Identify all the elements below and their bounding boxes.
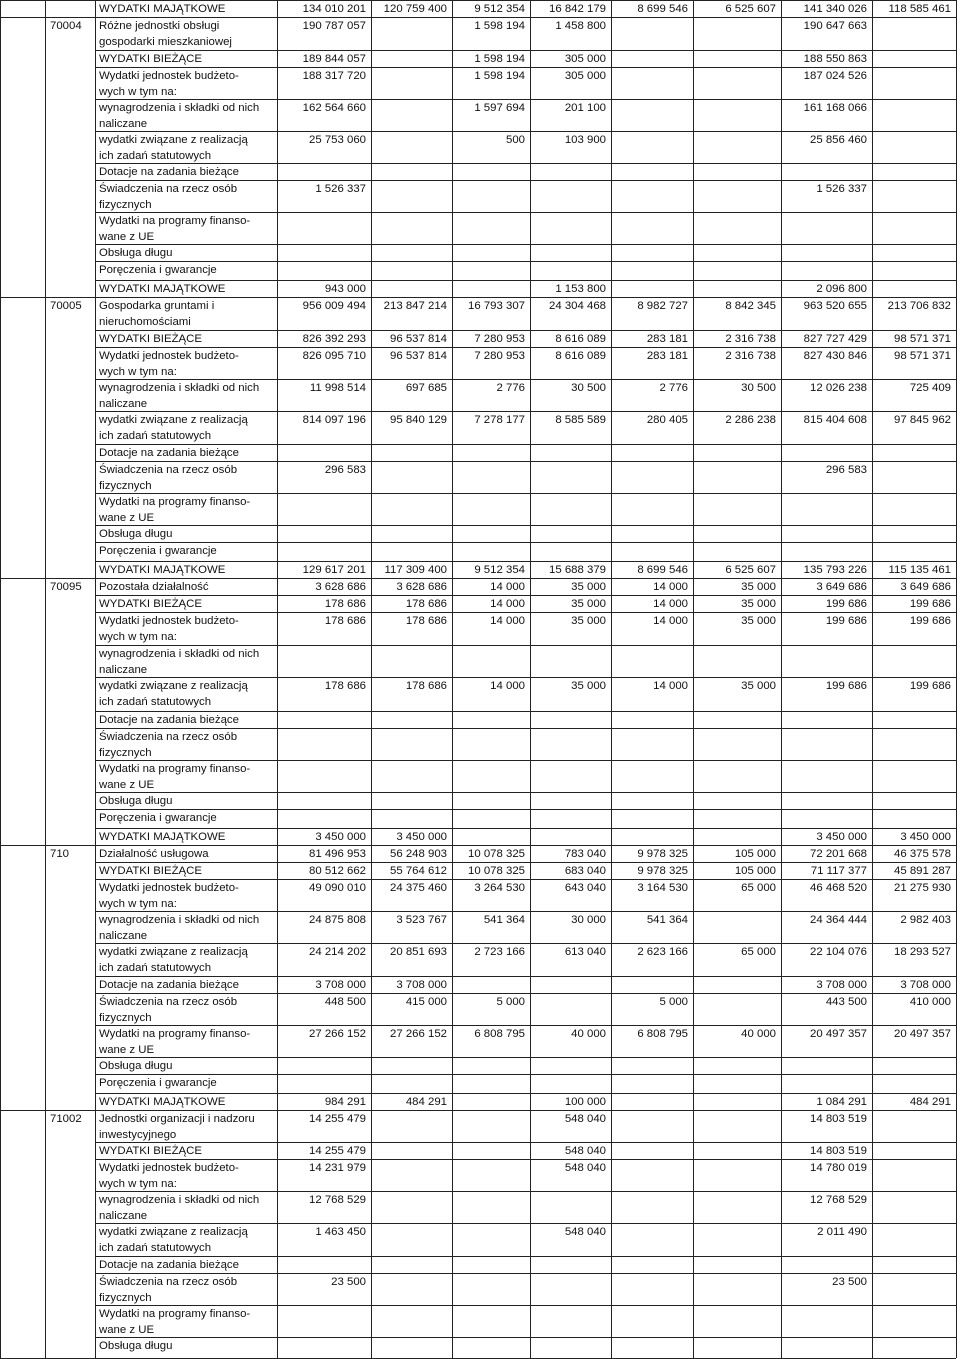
- amount-cell: 23 500: [832, 1276, 867, 1288]
- amount-cell: 81 496 953: [308, 848, 366, 860]
- row-label: Dotacje na zadania bieżące: [99, 1259, 239, 1271]
- amount-cell: 3 164 530: [637, 882, 688, 894]
- amount-cell: 45 891 287: [893, 865, 951, 877]
- row-label: wynagrodzenia i składki od nich naliczane: [99, 914, 260, 942]
- amount-cell: 3 450 000: [900, 831, 951, 843]
- amount-cell: 9 978 325: [637, 848, 688, 860]
- amount-cell: 178 686: [405, 615, 447, 627]
- amount-cell: 548 040: [564, 1113, 606, 1125]
- amount-cell: 161 168 066: [803, 102, 867, 114]
- amount-cell: 697 685: [405, 382, 447, 394]
- amount-cell: 14 000: [490, 615, 525, 627]
- row-label: Świadczenia na rzecz osób fizycznych: [99, 464, 238, 492]
- section-code: 710: [50, 848, 70, 860]
- row-label: Wydatki jednostek budżeto- wych w tym na:: [99, 882, 239, 910]
- amount-cell: 1 598 194: [474, 70, 525, 82]
- amount-cell: 8 699 546: [637, 564, 688, 576]
- amount-cell: 3 450 000: [315, 831, 366, 843]
- row-label: Obsługa długu: [99, 1340, 173, 1352]
- amount-cell: 27 266 152: [308, 1028, 366, 1040]
- amount-cell: 16 842 179: [548, 3, 606, 15]
- amount-cell: 120 759 400: [383, 3, 447, 15]
- amount-cell: 2 776: [659, 382, 688, 394]
- amount-cell: 548 040: [564, 1162, 606, 1174]
- amount-cell: 65 000: [741, 882, 776, 894]
- amount-cell: 484 291: [909, 1096, 951, 1108]
- row-label: Wydatki na programy finanso- wane z UE: [99, 1308, 251, 1336]
- amount-cell: 178 686: [405, 680, 447, 692]
- row-label: Pozostała działalność: [99, 581, 209, 593]
- amount-cell: 725 409: [909, 382, 951, 394]
- amount-cell: 24 214 202: [308, 946, 366, 958]
- row-label: Poręczenia i gwarancje: [99, 1077, 217, 1089]
- row-label: Wydatki na programy finanso- wane z UE: [99, 215, 251, 243]
- amount-cell: 6 525 607: [725, 3, 776, 15]
- amount-cell: 49 090 010: [308, 882, 366, 894]
- amount-cell: 30 000: [571, 914, 606, 926]
- amount-cell: 22 104 076: [809, 946, 867, 958]
- amount-cell: 5 000: [659, 996, 688, 1008]
- amount-cell: 100 000: [564, 1096, 606, 1108]
- amount-cell: 9 978 325: [637, 865, 688, 877]
- amount-cell: 103 900: [564, 134, 606, 146]
- amount-cell: 14 000: [653, 581, 688, 593]
- amount-cell: 95 840 129: [389, 414, 447, 426]
- amount-cell: 9 512 354: [474, 3, 525, 15]
- amount-cell: 1 598 194: [474, 20, 525, 32]
- amount-cell: 35 000: [741, 581, 776, 593]
- amount-cell: 7 278 177: [474, 414, 525, 426]
- row-divider: [95, 542, 956, 543]
- amount-cell: 35 000: [571, 581, 606, 593]
- amount-cell: 14 000: [490, 598, 525, 610]
- amount-cell: 8 585 589: [555, 414, 606, 426]
- amount-cell: 956 009 494: [302, 300, 366, 312]
- row-label: WYDATKI MAJĄTKOWE: [99, 3, 226, 15]
- amount-cell: 80 512 662: [308, 865, 366, 877]
- row-label: Dotacje na zadania bieżące: [99, 979, 239, 991]
- amount-cell: 826 095 710: [302, 350, 366, 362]
- amount-cell: 118 585 461: [888, 3, 951, 15]
- amount-cell: 24 375 460: [389, 882, 447, 894]
- amount-cell: 178 686: [405, 598, 447, 610]
- amount-cell: 178 686: [324, 615, 366, 627]
- amount-cell: 643 040: [564, 882, 606, 894]
- row-label: Działalność usługowa: [99, 848, 209, 860]
- amount-cell: 129 617 201: [302, 564, 366, 576]
- amount-cell: 541 364: [646, 914, 688, 926]
- row-label: Obsługa długu: [99, 795, 173, 807]
- amount-cell: 8 982 727: [637, 300, 688, 312]
- amount-cell: 25 856 460: [809, 134, 867, 146]
- amount-cell: 1 153 800: [555, 283, 606, 295]
- section-code: 70004: [50, 20, 82, 32]
- amount-cell: 40 000: [571, 1028, 606, 1040]
- amount-cell: 5 000: [496, 996, 525, 1008]
- column-divider: [95, 0, 96, 1358]
- amount-cell: 10 078 325: [467, 865, 525, 877]
- row-label: WYDATKI BIEŻĄCE: [99, 865, 202, 877]
- amount-cell: 3 264 530: [474, 882, 525, 894]
- amount-cell: 189 844 057: [302, 53, 366, 65]
- amount-cell: 305 000: [564, 70, 606, 82]
- amount-cell: 199 686: [909, 615, 951, 627]
- amount-cell: 35 000: [571, 598, 606, 610]
- amount-cell: 963 520 655: [803, 300, 867, 312]
- row-label: Świadczenia na rzecz osób fizycznych: [99, 1276, 238, 1304]
- amount-cell: 8 616 089: [555, 333, 606, 345]
- amount-cell: 3 708 000: [396, 979, 447, 991]
- row-label: Wydatki jednostek budżeto- wych w tym na:: [99, 350, 239, 378]
- row-label: Poręczenia i gwarancje: [99, 812, 217, 824]
- amount-cell: 1 526 337: [315, 183, 366, 195]
- row-label: wydatki związane z realizacją ich zadań statutowych: [99, 134, 248, 162]
- row-label: Dotacje na zadania bieżące: [99, 166, 239, 178]
- amount-cell: 14 000: [490, 581, 525, 593]
- row-label: Różne jednostki obsługi gospodarki mieszkaniowej: [99, 20, 232, 48]
- amount-cell: 1 526 337: [816, 183, 867, 195]
- amount-cell: 162 564 660: [302, 102, 366, 114]
- amount-cell: 683 040: [564, 865, 606, 877]
- amount-cell: 296 583: [324, 464, 366, 476]
- row-label: Poręczenia i gwarancje: [99, 545, 217, 557]
- amount-cell: 21 275 930: [893, 882, 951, 894]
- amount-cell: 98 571 371: [893, 350, 951, 362]
- amount-cell: 30 500: [571, 382, 606, 394]
- amount-cell: 2 623 166: [637, 946, 688, 958]
- amount-cell: 613 040: [564, 946, 606, 958]
- row-label: Obsługa długu: [99, 528, 173, 540]
- amount-cell: 178 686: [324, 598, 366, 610]
- amount-cell: 9 512 354: [474, 564, 525, 576]
- amount-cell: 8 699 546: [637, 3, 688, 15]
- amount-cell: 71 117 377: [810, 865, 867, 877]
- amount-cell: 2 982 403: [900, 914, 951, 926]
- amount-cell: 1 598 194: [474, 53, 525, 65]
- amount-cell: 141 340 026: [803, 3, 867, 15]
- amount-cell: 815 404 608: [803, 414, 867, 426]
- amount-cell: 943 000: [324, 283, 366, 295]
- amount-cell: 55 764 612: [389, 865, 447, 877]
- amount-cell: 14 803 519: [809, 1113, 867, 1125]
- amount-cell: 24 304 468: [548, 300, 606, 312]
- row-divider: [95, 809, 956, 810]
- amount-cell: 827 430 846: [803, 350, 867, 362]
- column-divider: [45, 0, 46, 1358]
- amount-cell: 178 686: [324, 680, 366, 692]
- amount-cell: 14 000: [490, 680, 525, 692]
- amount-cell: 14 000: [653, 615, 688, 627]
- amount-cell: 548 040: [564, 1226, 606, 1238]
- amount-cell: 190 647 663: [803, 20, 867, 32]
- amount-cell: 15 688 379: [548, 564, 606, 576]
- amount-cell: 11 998 514: [309, 382, 366, 394]
- row-label: WYDATKI BIEŻĄCE: [99, 598, 202, 610]
- amount-cell: 134 010 201: [302, 3, 366, 15]
- amount-cell: 3 523 767: [396, 914, 447, 926]
- row-divider: [95, 1074, 956, 1075]
- amount-cell: 1 084 291: [816, 1096, 867, 1108]
- row-label: Świadczenia na rzecz osób fizycznych: [99, 996, 238, 1024]
- amount-cell: 280 405: [646, 414, 688, 426]
- row-label: Świadczenia na rzecz osób fizycznych: [99, 183, 238, 211]
- amount-cell: 188 550 863: [803, 53, 867, 65]
- amount-cell: 296 583: [825, 464, 867, 476]
- amount-cell: 35 000: [571, 680, 606, 692]
- amount-cell: 484 291: [405, 1096, 447, 1108]
- amount-cell: 20 851 693: [389, 946, 447, 958]
- amount-cell: 3 649 686: [816, 581, 867, 593]
- amount-cell: 20 497 357: [893, 1028, 951, 1040]
- amount-cell: 105 000: [734, 848, 776, 860]
- row-label: WYDATKI MAJĄTKOWE: [99, 1096, 226, 1108]
- row-label: wynagrodzenia i składki od nich naliczane: [99, 382, 260, 410]
- amount-cell: 2 286 238: [725, 414, 776, 426]
- amount-cell: 188 317 720: [302, 70, 366, 82]
- amount-cell: 25 753 060: [308, 134, 366, 146]
- amount-cell: 826 392 293: [302, 333, 366, 345]
- amount-cell: 199 686: [909, 680, 951, 692]
- row-label: WYDATKI MAJĄTKOWE: [99, 831, 226, 843]
- amount-cell: 3 708 000: [816, 979, 867, 991]
- row-label: Gospodarka gruntami i nieruchomościami: [99, 300, 215, 328]
- amount-cell: 72 201 668: [809, 848, 867, 860]
- amount-cell: 283 181: [646, 333, 688, 345]
- amount-cell: 783 040: [564, 848, 606, 860]
- amount-cell: 56 248 903: [389, 848, 447, 860]
- amount-cell: 500: [505, 134, 525, 146]
- amount-cell: 2 776: [496, 382, 525, 394]
- amount-cell: 6 808 795: [637, 1028, 688, 1040]
- amount-cell: 187 024 526: [803, 70, 867, 82]
- amount-cell: 2 316 738: [725, 350, 776, 362]
- amount-cell: 190 787 057: [302, 20, 366, 32]
- amount-cell: 35 000: [741, 615, 776, 627]
- row-label: wynagrodzenia i składki od nich naliczane: [99, 1194, 260, 1222]
- amount-cell: 3 649 686: [900, 581, 951, 593]
- row-label: Wydatki jednostek budżeto- wych w tym na:: [99, 70, 239, 98]
- row-label: Świadczenia na rzecz osób fizycznych: [99, 731, 238, 759]
- amount-cell: 12 768 529: [809, 1194, 867, 1206]
- row-label: Jednostki organizacji i nadzoru inwestycyjnego: [99, 1113, 255, 1141]
- amount-cell: 35 000: [741, 598, 776, 610]
- column-divider: [956, 0, 957, 1358]
- amount-cell: 16 793 307: [467, 300, 525, 312]
- amount-cell: 18 293 527: [893, 946, 951, 958]
- amount-cell: 827 727 429: [803, 333, 867, 345]
- amount-cell: 1 463 450: [315, 1226, 366, 1238]
- amount-cell: 7 280 953: [474, 333, 525, 345]
- amount-cell: 96 537 814: [389, 350, 447, 362]
- amount-cell: 1 458 800: [555, 20, 606, 32]
- amount-cell: 201 100: [564, 102, 606, 114]
- amount-cell: 3 628 686: [396, 581, 447, 593]
- amount-cell: 548 040: [564, 1145, 606, 1157]
- row-label: WYDATKI BIEŻĄCE: [99, 53, 202, 65]
- amount-cell: 46 375 578: [893, 848, 951, 860]
- amount-cell: 24 364 444: [809, 914, 867, 926]
- amount-cell: 283 181: [646, 350, 688, 362]
- amount-cell: 541 364: [483, 914, 525, 926]
- amount-cell: 199 686: [825, 680, 867, 692]
- amount-cell: 3 450 000: [816, 831, 867, 843]
- row-label: wydatki związane z realizacją ich zadań statutowych: [99, 946, 248, 974]
- amount-cell: 8 842 345: [725, 300, 776, 312]
- amount-cell: 814 097 196: [302, 414, 366, 426]
- amount-cell: 27 266 152: [389, 1028, 447, 1040]
- amount-cell: 2 011 490: [817, 1226, 867, 1238]
- amount-cell: 14 255 479: [308, 1145, 366, 1157]
- amount-cell: 8 616 089: [555, 350, 606, 362]
- row-label: WYDATKI MAJĄTKOWE: [99, 564, 226, 576]
- amount-cell: 117 309 400: [384, 564, 447, 576]
- amount-cell: 35 000: [741, 680, 776, 692]
- amount-cell: 3 708 000: [900, 979, 951, 991]
- amount-cell: 40 000: [741, 1028, 776, 1040]
- amount-cell: 96 537 814: [389, 333, 447, 345]
- amount-cell: 20 497 357: [809, 1028, 867, 1040]
- row-label: WYDATKI BIEŻĄCE: [99, 1145, 202, 1157]
- row-label: Wydatki na programy finanso- wane z UE: [99, 763, 251, 791]
- row-label: Obsługa długu: [99, 247, 173, 259]
- amount-cell: 213 706 832: [887, 300, 951, 312]
- row-label: Dotacje na zadania bieżące: [99, 447, 239, 459]
- amount-cell: 448 500: [324, 996, 366, 1008]
- column-divider: [0, 0, 1, 1358]
- amount-cell: 24 875 808: [308, 914, 366, 926]
- amount-cell: 14 255 479: [308, 1113, 366, 1125]
- row-label: wydatki związane z realizacją ich zadań statutowych: [99, 1226, 248, 1254]
- row-label: wydatki związane z realizacją ich zadań statutowych: [99, 414, 248, 442]
- amount-cell: 14 803 519: [809, 1145, 867, 1157]
- row-label: Wydatki jednostek budżeto- wych w tym na:: [99, 1162, 239, 1190]
- row-label: Wydatki jednostek budżeto- wych w tym na:: [99, 615, 239, 643]
- amount-cell: 3 708 000: [315, 979, 366, 991]
- amount-cell: 213 847 214: [383, 300, 447, 312]
- amount-cell: 305 000: [564, 53, 606, 65]
- amount-cell: 1 597 694: [474, 102, 525, 114]
- row-label: Dotacje na zadania bieżące: [99, 714, 239, 726]
- row-label: WYDATKI MAJĄTKOWE: [99, 283, 226, 295]
- amount-cell: 105 000: [734, 865, 776, 877]
- amount-cell: 46 468 520: [809, 882, 867, 894]
- amount-cell: 14 780 019: [809, 1162, 867, 1174]
- section-code: 70005: [50, 300, 82, 312]
- row-divider: [95, 261, 956, 262]
- row-label: Poręczenia i gwarancje: [99, 264, 217, 276]
- amount-cell: 199 686: [825, 598, 867, 610]
- amount-cell: 2 096 800: [816, 283, 867, 295]
- row-label: wynagrodzenia i składki od nich naliczane: [99, 102, 260, 130]
- row-label: WYDATKI BIEŻĄCE: [99, 333, 202, 345]
- amount-cell: 14 000: [653, 680, 688, 692]
- amount-cell: 135 793 226: [803, 564, 867, 576]
- amount-cell: 3 450 000: [396, 831, 447, 843]
- amount-cell: 98 571 371: [893, 333, 951, 345]
- row-label: Wydatki na programy finanso- wane z UE: [99, 496, 251, 524]
- row-label: wynagrodzenia i składki od nich naliczane: [99, 648, 260, 676]
- amount-cell: 7 280 953: [474, 350, 525, 362]
- amount-cell: 415 000: [405, 996, 447, 1008]
- amount-cell: 10 078 325: [467, 848, 525, 860]
- amount-cell: 30 500: [741, 382, 776, 394]
- row-label: wydatki związane z realizacją ich zadań statutowych: [99, 680, 248, 708]
- amount-cell: 12 026 238: [809, 382, 867, 394]
- amount-cell: 35 000: [571, 615, 606, 627]
- amount-cell: 6 808 795: [474, 1028, 525, 1040]
- section-code: 71002: [50, 1113, 82, 1125]
- row-label: Wydatki na programy finanso- wane z UE: [99, 1028, 251, 1056]
- amount-cell: 410 000: [909, 996, 951, 1008]
- amount-cell: 115 135 461: [888, 564, 951, 576]
- section-code: 70095: [50, 581, 82, 593]
- amount-cell: 3 628 686: [315, 581, 366, 593]
- amount-cell: 6 525 607: [725, 564, 776, 576]
- amount-cell: 14 231 979: [308, 1162, 366, 1174]
- amount-cell: 14 000: [653, 598, 688, 610]
- amount-cell: 23 500: [331, 1276, 366, 1288]
- amount-cell: 2 316 738: [725, 333, 776, 345]
- amount-cell: 199 686: [825, 615, 867, 627]
- amount-cell: 984 291: [324, 1096, 366, 1108]
- amount-cell: 65 000: [741, 946, 776, 958]
- amount-cell: 443 500: [825, 996, 867, 1008]
- amount-cell: 2 723 166: [474, 946, 525, 958]
- amount-cell: 12 768 529: [308, 1194, 366, 1206]
- row-label: Obsługa długu: [99, 1060, 173, 1072]
- amount-cell: 199 686: [909, 598, 951, 610]
- amount-cell: 97 845 962: [893, 414, 951, 426]
